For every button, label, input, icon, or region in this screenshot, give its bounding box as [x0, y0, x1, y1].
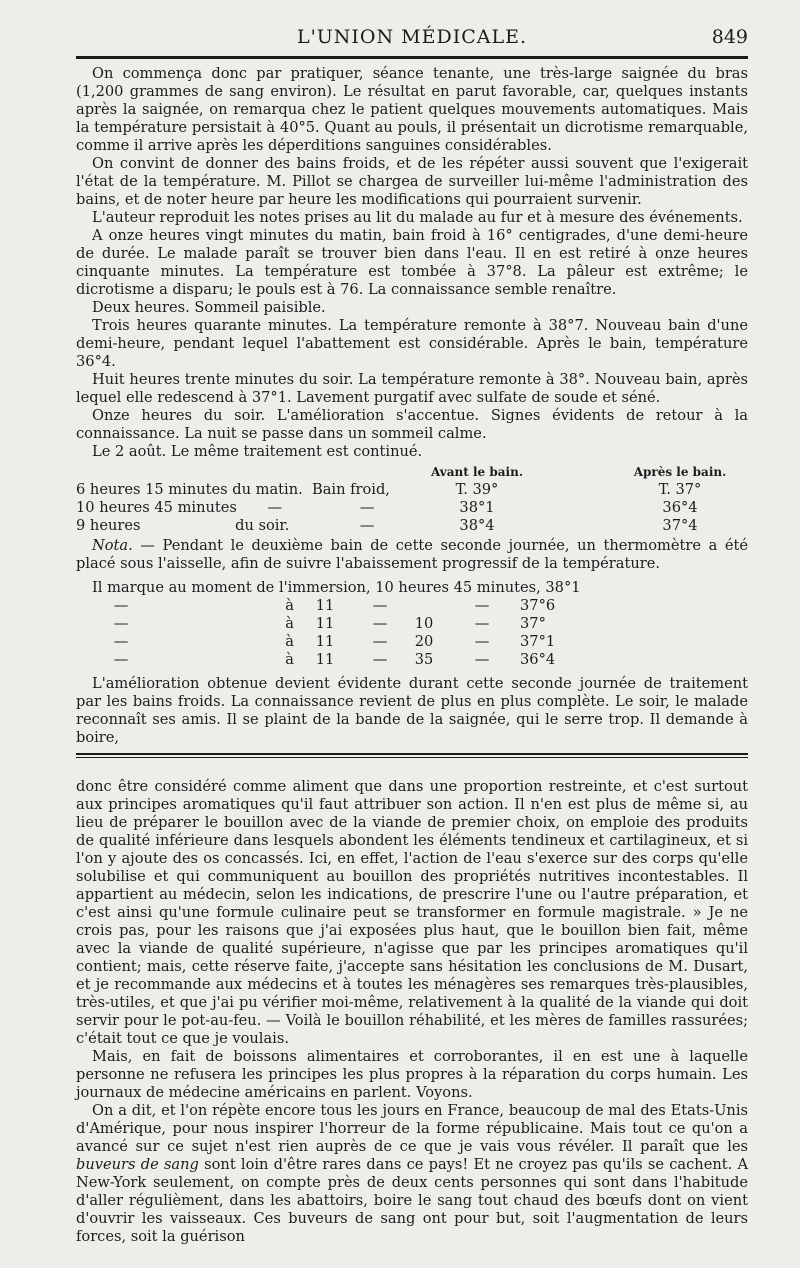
table-row — [76, 633, 748, 651]
table-row — [76, 615, 748, 633]
paragraph-huit-heures: Huit heures trente minutes du soir. La température remonte à 38°. Nouveau bain, après lequel elle redescend à 37°1. Lavement purgatif avec sulfate de soude et séné. — [76, 371, 748, 406]
running-title: L'UNION MÉDICALE. — [296, 26, 528, 48]
row-after: 37°4 — [662, 517, 698, 534]
row-dash: — — [267, 499, 283, 516]
dash: — — [372, 633, 388, 650]
buveurs-emphasis: buveurs de sang — [76, 1156, 199, 1173]
paragraph-deux-heures: Deux heures. Sommeil paisible. — [92, 299, 326, 316]
table-row — [76, 651, 748, 669]
row-hour: 11 — [315, 597, 335, 614]
paragraph-nota — [76, 537, 748, 573]
nota-label: Nota. — [92, 537, 133, 554]
buveurs-text-b: sont loin d'être rares dans ce pays! Et ne croyez pas qu'ils se cachent. A New-York seulement, on compte près de deux cents personnes qui sont dans l'habitude d'aller régulièment, dans les abattoirs, boire le sang tout chaud des bœufs dont on vient d'ouvrir les vaisseaux. Ces buveurs de sang ont pour but, soit l'augmentation de leurs forces, soit la guérison — [76, 1156, 749, 1245]
page-header — [76, 0, 748, 52]
header-rule — [76, 56, 748, 59]
row-kind: Bain froid, — [312, 481, 390, 498]
row-dash: — — [359, 499, 375, 516]
table-row — [76, 517, 748, 535]
nota-text: — Pendant le deuxième bain de cette seconde journée, un thermomètre a été placé sous l'aisselle, afin de suivre l'abaissement progressif de la température. — [76, 537, 748, 572]
row-hour: 11 — [315, 615, 335, 632]
page-number: 849 — [711, 26, 748, 48]
table-row — [76, 499, 748, 517]
row-after: 36°4 — [662, 499, 698, 516]
dash: — — [113, 651, 129, 668]
paragraph-notes: L'auteur reproduit les notes prises au lit du malade au fur et à mesure des événements. — [92, 209, 743, 226]
dash: — — [372, 615, 388, 632]
row-temperature: 37°1 — [520, 633, 556, 650]
row-hour: 11 — [315, 633, 335, 650]
paragraph-onze-heures-soir: Onze heures du soir. L'amélioration s'accentue. Signes évidents de retour à la connaissance. La nuit se passe dans un sommeil calme. — [76, 407, 748, 442]
table-row — [76, 597, 748, 615]
row-minutes: 10 — [414, 615, 434, 632]
paragraph-boissons: Mais, en fait de boissons alimentaires et corroborantes, il en est une à laquelle personne ne refusera les principes les plus propres à la réparation du corps humain. Les journaux de médecine américains en parlent. Voyons. — [76, 1048, 748, 1101]
table-header-row — [76, 463, 748, 481]
row-a: à — [285, 615, 294, 632]
row-a: à — [285, 651, 294, 668]
paragraph-bouillon: donc être considéré comme aliment que dans une proportion restreinte, et c'est surtout aux principes aromatiques qu'il faut attribuer son action. Il n'en est plus de même si, au lieu de préparer le bouillon avec de la viande de premier choix, on emploie des produits de qualité inférieure dans lesquels abondent les éléments tendineux et cartilagineux, et si l'on y ajoute des os concassés. Ici, en effet, l'action de l'eau s'exerce sur des corps qu'elle solubilise et qui communiquent au bouillon des propriétés nutritives incontestables. Il appartient au médecin, selon les indications, de prescrire l'une ou l'autre préparation, et c'est ainsi qu'une formule culinaire peut se transformer en formule magistrale. » Je ne crois pas, pour les raisons que j'ai exposées plus haut, que le bouillon bien fait, même avec la viande de qualité supérieure, n'agisse que par les principes aromatiques qu'il contient; mais, cette réserve faite, j'accepte sans hésitation les conclusions de M. Dusart, et je recommande aux médecins et à toutes les ménagères ses remarques très-plausibles, très-utiles, et que j'ai pu vérifier moi-même, relativement à la qualité de la viande qui doit servir pour le pot-au-feu. — Voilà le bouillon réhabilité, et les mères de familles rassurées; c'était tout ce que je voulais. — [76, 778, 748, 1047]
row-a: à — [285, 597, 294, 614]
dash: — — [474, 651, 490, 668]
row-after: T. 37° — [658, 481, 702, 498]
immersion-intro: Il marque au moment de l'immersion, 10 heures 45 minutes, 38°1 — [92, 579, 581, 596]
immersion-table — [76, 597, 748, 669]
section-divider — [76, 753, 748, 758]
paragraph-2-aout: Le 2 août. Le même traitement est continué. — [92, 443, 423, 460]
paragraph-amelioration: L'amélioration obtenue devient évidente durant cette seconde journée de traitement par les bains froids. La connaissance revient de plus en plus complète. Le soir, le malade reconnaît ses amis. Il se plaint de la bande de la saignée, qui le serre trop. Il demande à boire, — [76, 675, 748, 746]
row-minutes: 20 — [414, 633, 434, 650]
dash: — — [474, 615, 490, 632]
dash: — — [113, 615, 129, 632]
paragraph-buveurs — [76, 1102, 748, 1246]
row-minutes — [404, 597, 444, 615]
row-dash: — — [359, 517, 375, 534]
row-time: 6 heures 15 minutes du matin. — [76, 481, 303, 498]
row-a: à — [285, 633, 294, 650]
row-temperature: 37°6 — [520, 597, 556, 614]
dash: — — [474, 633, 490, 650]
row-minutes: 35 — [414, 651, 434, 668]
row-before: 38°1 — [459, 499, 495, 516]
column-header-after: Après le bain. — [633, 465, 727, 479]
row-period: du soir. — [235, 517, 290, 534]
row-temperature: 37° — [520, 615, 546, 632]
dash: — — [113, 633, 129, 650]
paragraph-bains-froids: On convint de donner des bains froids, et de les répéter aussi souvent que l'exigerait l'état de la température. M. Pillot se chargea de surveiller lui-même l'administration des bains, et de noter heure par heure les modifications qui pourraient survenir. — [76, 155, 748, 208]
dash: — — [474, 597, 490, 614]
paragraph-onze-heures: A onze heures vingt minutes du matin, bain froid à 16° centigrades, d'une demi-heure de durée. Le malade paraît se trouver bien dans l'eau. Il en est retiré à onze heures cinquante minutes. La température est tombée à 37°8. La pâleur est extrême; le dicrotisme a disparu; le pouls est à 76. La connaissance semble renaître. — [76, 227, 748, 298]
bath-temperature-table — [76, 463, 748, 535]
row-time: 10 heures 45 minutes — [76, 499, 237, 516]
row-hour: 11 — [315, 651, 335, 668]
row-time: 9 heures — [76, 517, 141, 534]
row-temperature: 36°4 — [520, 651, 556, 668]
paragraph-saignee: On commença donc par pratiquer, séance tenante, une très-large saignée du bras (1,200 grammes de sang environ). Le résultat en parut favorable, car, quelques instants après la saignée, on remarqua chez le patient quelques mouvements automatiques. Mais la température persistait à 40°5. Quant au pouls, il présentait un dicrotisme remarquable, comme il arrive après les déperditions sanguines considérables. — [76, 65, 748, 154]
column-header-before: Avant le bain. — [430, 465, 523, 479]
row-before: 38°4 — [459, 517, 495, 534]
dash: — — [372, 597, 388, 614]
row-before: T. 39° — [455, 481, 499, 498]
dash: — — [113, 597, 129, 614]
buveurs-text-a: On a dit, et l'on répète encore tous les jours en France, beaucoup de mal des Etats-Unis d'Amérique, pour nous inspirer l'horreur de la forme républicaine. Mais tout ce qu'on a avancé sur ce sujet n'est rien auprès de ce que je vais vous révéler. Il paraît que les — [76, 1102, 748, 1155]
paragraph-trois-heures: Trois heures quarante minutes. La température remonte à 38°7. Nouveau bain d'une demi-heure, pendant lequel l'abattement est considérable. Après le bain, température 36°4. — [76, 317, 748, 370]
dash: — — [372, 651, 388, 668]
table-row — [76, 481, 748, 499]
